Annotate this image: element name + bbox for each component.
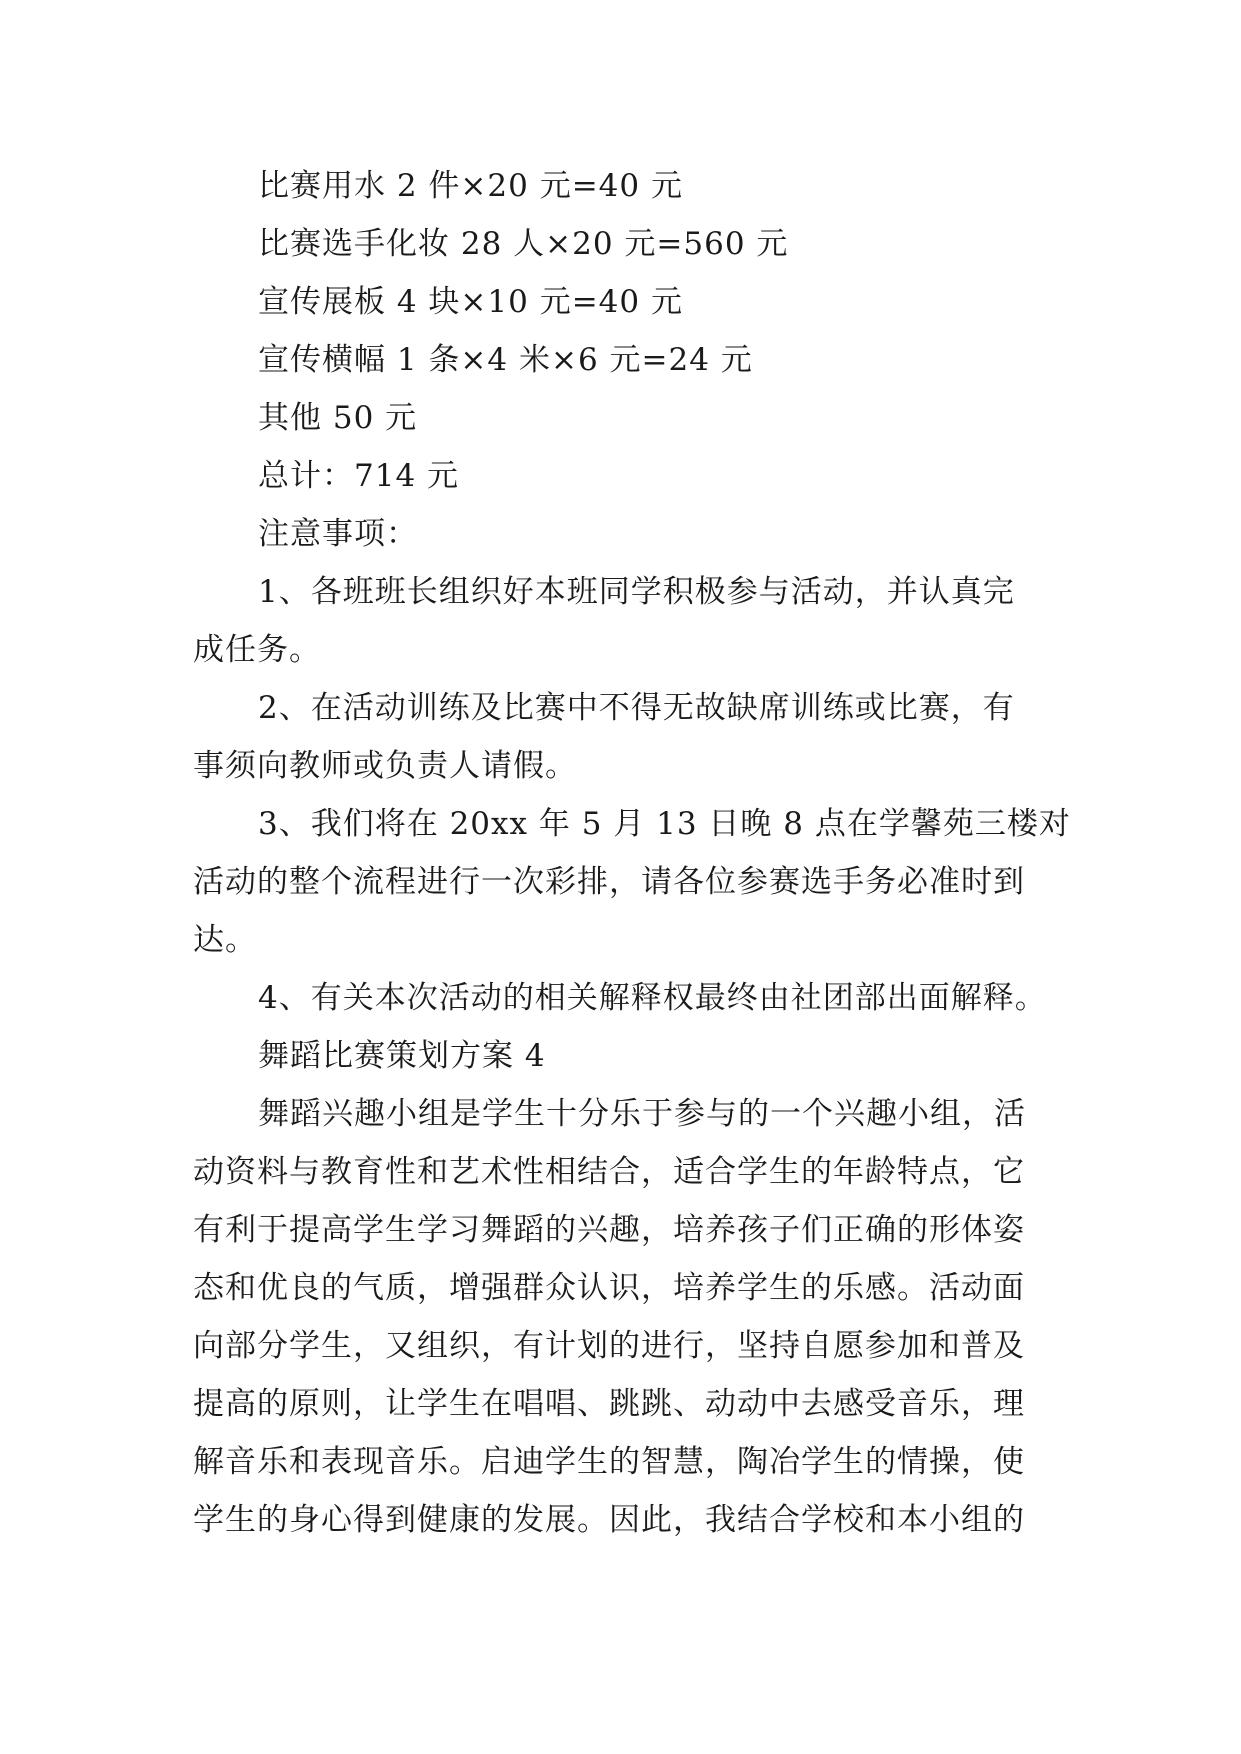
note-3-line-1: 3、我们将在 20xx 年 5 月 13 日晚 8 点在学馨苑三楼对 [258, 806, 1071, 842]
paragraph-line-6: 提高的原则，让学生在唱唱、跳跳、动动中去感受音乐，理 [193, 1386, 1025, 1422]
budget-item-banner: 宣传横幅 1 条×4 米×6 元=24 元 [258, 342, 753, 378]
budget-item-makeup: 比赛选手化妆 28 人×20 元=560 元 [258, 226, 789, 262]
paragraph-line-3: 有利于提高学生学习舞蹈的兴趣，培养孩子们正确的形体姿 [193, 1212, 1025, 1248]
paragraph-line-5: 向部分学生，又组织，有计划的进行，坚持自愿参加和普及 [193, 1328, 1025, 1364]
paragraph-line-4: 态和优良的气质，增强群众认识，培养学生的乐感。活动面 [193, 1270, 1025, 1306]
note-2-line-2: 事须向教师或负责人请假。 [193, 748, 577, 784]
paragraph-line-8: 学生的身心得到健康的发展。因此，我结合学校和本小组的 [193, 1502, 1025, 1538]
note-2-line-1: 2、在活动训练及比赛中不得无故缺席训练或比赛，有 [258, 690, 1015, 726]
budget-item-display-board: 宣传展板 4 块×10 元=40 元 [258, 284, 683, 320]
note-4: 4、有关本次活动的相关解释权最终由社团部出面解释。 [258, 980, 1047, 1016]
note-3-line-3: 达。 [193, 922, 257, 958]
note-1-line-1: 1、各班班长组织好本班同学积极参与活动，并认真完 [258, 574, 1015, 610]
budget-total: 总计：714 元 [258, 458, 460, 494]
paragraph-line-7: 解音乐和表现音乐。启迪学生的智慧，陶冶学生的情操，使 [193, 1444, 1025, 1480]
budget-item-other: 其他 50 元 [258, 400, 418, 436]
section-title: 舞蹈比赛策划方案 4 [258, 1038, 546, 1074]
notes-heading: 注意事项： [258, 516, 418, 552]
budget-item-water: 比赛用水 2 件×20 元=40 元 [258, 168, 683, 204]
note-3-line-2: 活动的整个流程进行一次彩排，请各位参赛选手务必准时到 [193, 864, 1025, 900]
paragraph-line-1: 舞蹈兴趣小组是学生十分乐于参与的一个兴趣小组，活 [258, 1096, 1026, 1132]
paragraph-line-2: 动资料与教育性和艺术性相结合，适合学生的年龄特点，它 [193, 1154, 1025, 1190]
note-1-line-2: 成任务。 [193, 632, 321, 668]
